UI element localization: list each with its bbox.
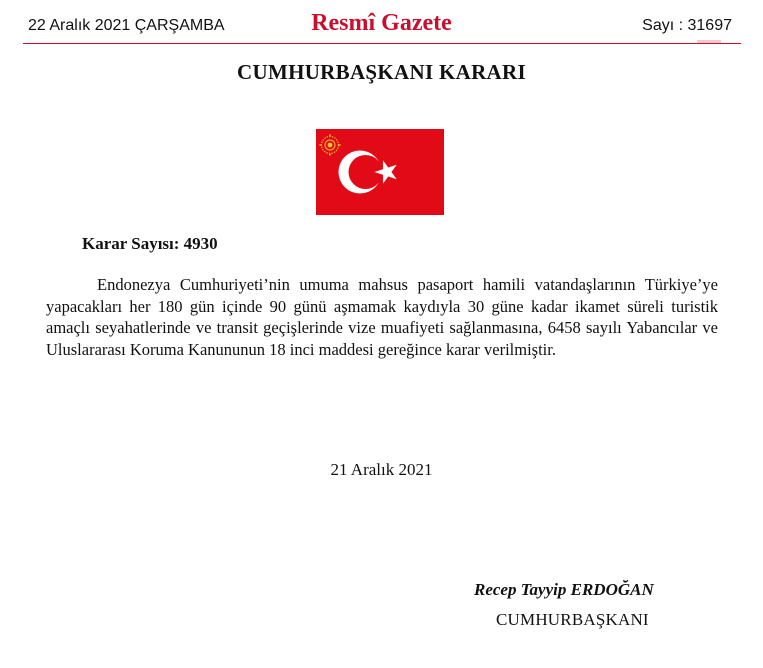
issue-number: Sayı : 31697 bbox=[642, 17, 732, 34]
gazette-title: Resmî Gazete bbox=[311, 10, 452, 36]
signature-date: 21 Aralık 2021 bbox=[330, 460, 433, 479]
document-title: CUMHURBAŞKANI KARARI bbox=[237, 60, 526, 84]
decision-number: Karar Sayısı: 4930 bbox=[82, 234, 218, 253]
gazette-header bbox=[0, 0, 763, 44]
signer-name: Recep Tayyip ERDOĞAN bbox=[474, 580, 654, 599]
header-divider bbox=[23, 43, 741, 44]
decision-body: Endonezya Cumhuriyeti’nin umuma mahsus pasaport hamili vatandaşlarının Türkiye’ye yapacakları her 180 gün içinde 90 günü aşmamak kaydıyla 30 güne kadar ikamet süreli turistik amaçlı seyahatlerinde ve transit geçişlerinde vize muafiyeti sağlanmasına, 6458 sayılı Yabancılar ve Uluslararası Koruma Kanununun 18 inci maddesi gereğince karar verilmiştir. bbox=[46, 275, 718, 359]
watermark-logo bbox=[697, 39, 721, 45]
signer-title: CUMHURBAŞKANI bbox=[496, 610, 649, 629]
header-date: 22 Aralık 2021 ÇARŞAMBA bbox=[28, 17, 225, 34]
turkish-flag-icon bbox=[316, 129, 444, 215]
